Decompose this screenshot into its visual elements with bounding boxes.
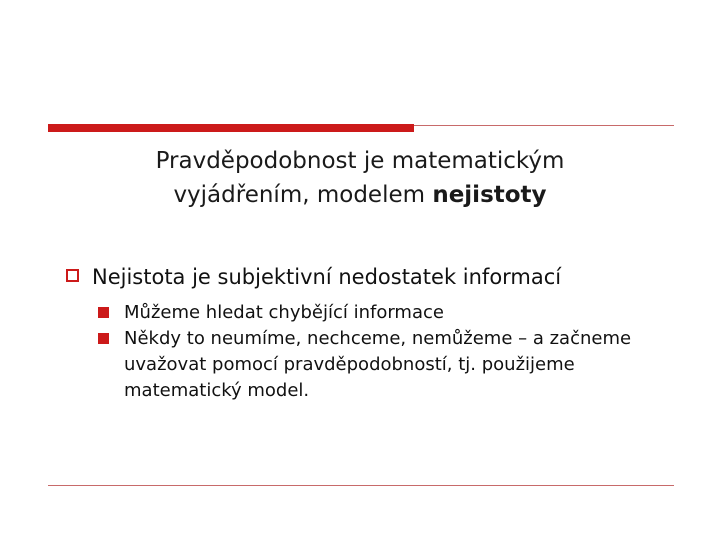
filled-square-bullet-icon [98,333,109,344]
bullet-level-1 [66,262,686,292]
header-rule-thin [414,125,674,126]
bullet-level-2 [98,326,686,404]
sub-bullet-list [66,300,686,404]
filled-square-bullet-icon [98,307,109,318]
slide-title [60,144,660,212]
hollow-square-bullet-icon [66,269,79,282]
title-line-1: Pravděpodobnost je matematickým [155,148,565,174]
title-emphasis: nejistoty [432,182,547,208]
slide-body [66,262,686,404]
sub-bullet-text: Někdy to neumíme, nechceme, nemůžeme – a začneme uvažovat pomocí pravděpodobností, tj. použijeme matematický model. [124,328,632,401]
header-rule-thick [48,124,414,132]
footer-rule [48,485,674,486]
bullet-level-2 [98,300,686,326]
title-line-2: vyjádřením, modelem [173,182,433,208]
sub-bullet-text: Můžeme hledat chybějící informace [124,302,444,323]
bullet-text: Nejistota je subjektivní nedostatek informací [92,265,562,289]
